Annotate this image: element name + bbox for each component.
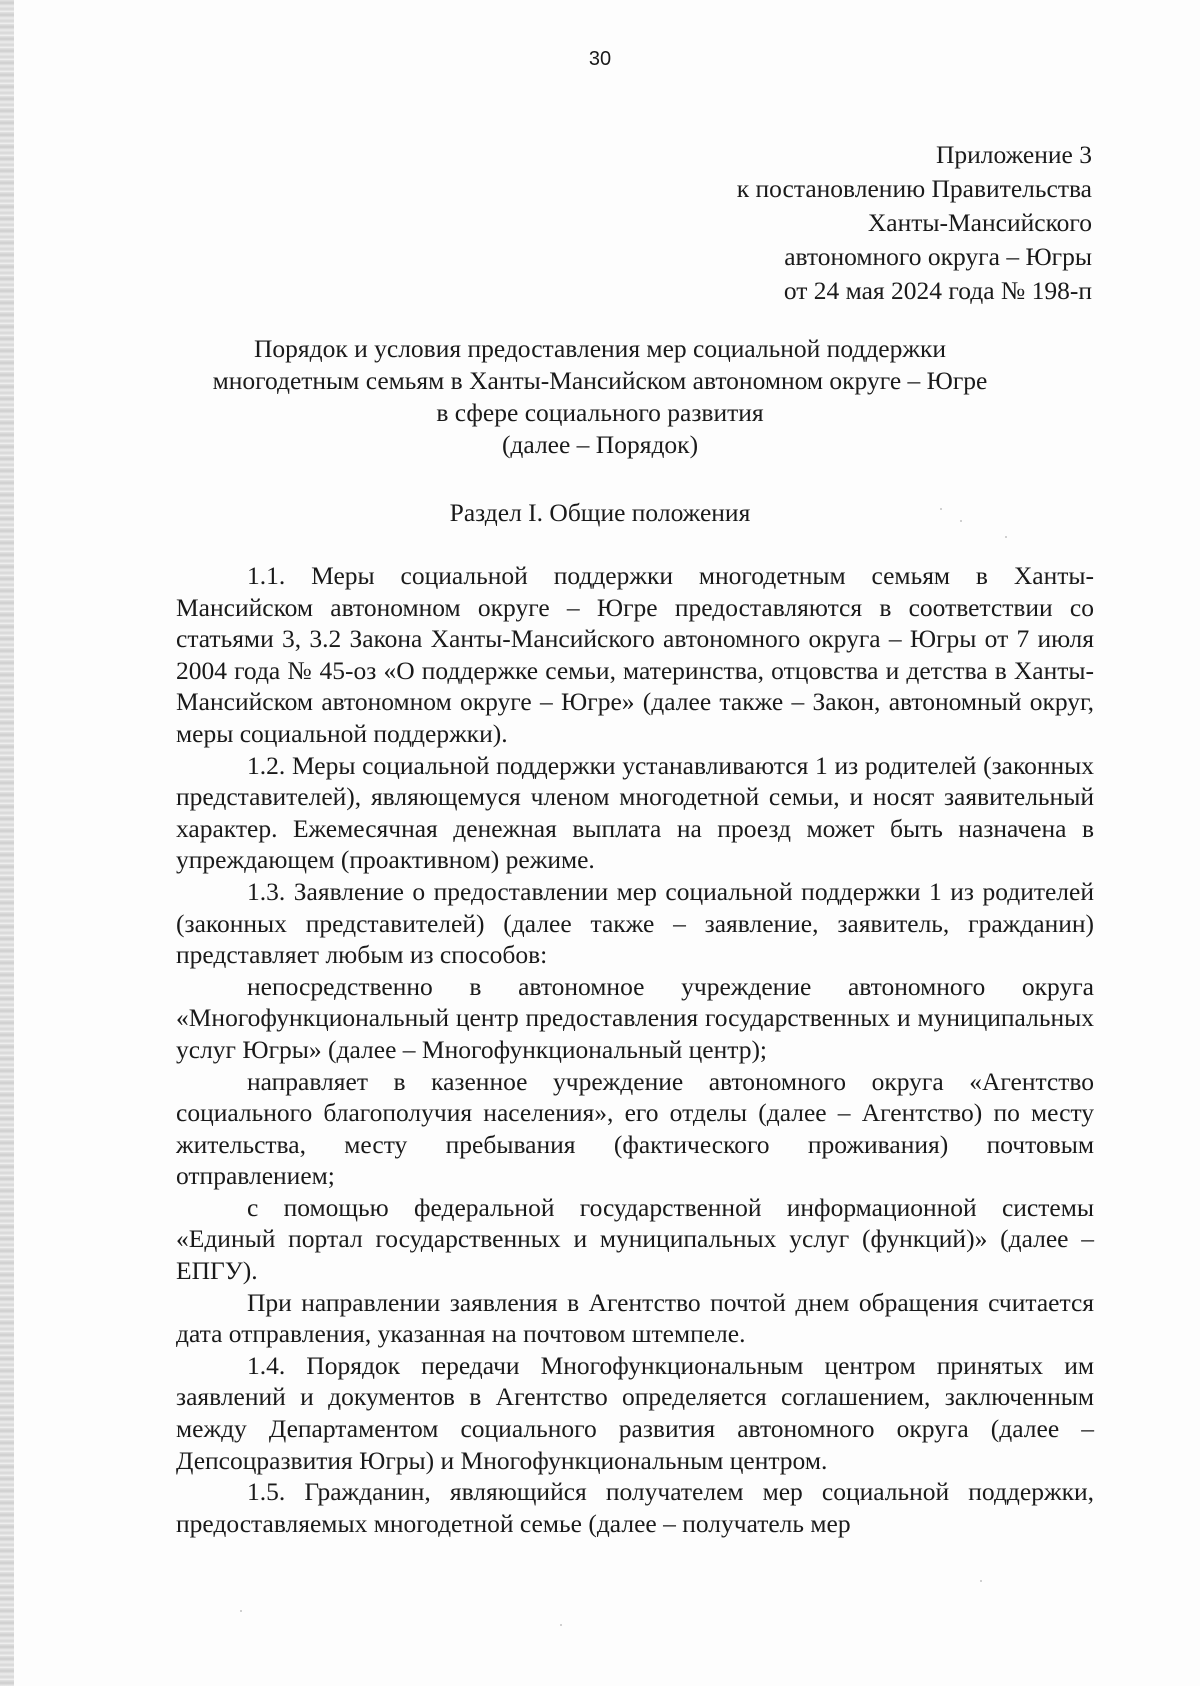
paragraph-1-4: 1.4. Порядок передачи Многофункциональным центром принятых им заявлений и документов в Агентство определяется соглашением, заключенным между Департаментом социального развития автономного округа (далее – Депсоцразвития Югры) и Многофункциональным центром. [176, 1350, 1094, 1475]
scan-speck [980, 1580, 982, 1582]
paragraph-1-1: 1.1. Меры социальной поддержки многодетным семьям в Ханты-Мансийском автономном округе – Югре предоставляются в соответствии со статьями 3, 3.2 Закона Ханты-Мансийского автономного округа – Югры от 7 июля 2004 года № 45-оз «О поддержке семьи, материнства, отцовства и детства в Ханты-Мансийском автономном округе – Югре» (далее также – Закон, автономный округ, меры социальной поддержки). [176, 561, 1094, 748]
appendix-line: от 24 мая 2024 года № 198-п [783, 276, 1092, 305]
paragraph-postal-date: При направлении заявления в Агентство почтой днем обращения считается дата отправления, указанная на почтовом штемпеле. [176, 1287, 1094, 1349]
paragraph-1-3: 1.3. Заявление о предоставлении мер социальной поддержки 1 из родителей (законных представителей) (далее также – заявление, заявитель, гражданин) представляет любым из способов: [176, 876, 1094, 970]
paragraph-method-mfc: непосредственно в автономное учреждение автономного округа «Многофункциональный центр предоставления государственных и муниципальных услуг Югры» (далее – Многофункциональный центр); [176, 971, 1094, 1064]
title-line: многодетным семьям в Ханты-Мансийском автономном округе – Югре [212, 366, 988, 395]
appendix-line: Ханты-Мансийского [867, 208, 1092, 237]
scan-speck [240, 1610, 242, 1612]
paragraph-method-mail: направляет в казенное учреждение автономного округа «Агентство социального благополучия населения», его отделы (далее – Агентство) по месту жительства, месту пребывания (фактического проживания) почтовым отправлением; [176, 1066, 1094, 1191]
appendix-block [737, 138, 1092, 308]
page-number: 30 [588, 48, 612, 70]
appendix-line: Приложение 3 [936, 140, 1092, 169]
title-line: Порядок и условия предоставления мер социальной поддержки [253, 334, 947, 363]
paragraph-method-epgu: с помощью федеральной государственной информационной системы «Единый портал государственных и муниципальных услуг (функций)» (далее – ЕПГУ). [176, 1192, 1094, 1286]
section-heading: Раздел I. Общие положения [449, 498, 751, 527]
scan-edge-shadow [0, 0, 14, 1686]
scan-speck [1005, 536, 1007, 538]
title-line: в сфере социального развития [436, 398, 764, 427]
scan-speck [560, 1624, 562, 1626]
paragraph-1-2: 1.2. Меры социальной поддержки устанавливаются 1 из родителей (законных представителей), являющемуся членом многодетной семьи, и носят заявительный характер. Ежемесячная денежная выплата на проезд может быть назначена в упреждающем (проактивном) режиме. [176, 750, 1094, 875]
title-line: (далее – Порядок) [501, 430, 699, 459]
scan-speck [960, 520, 962, 522]
scan-speck [940, 508, 942, 510]
body-text [176, 560, 1094, 1539]
appendix-line: к постановлению Правительства [736, 174, 1092, 203]
paragraph-1-5: 1.5. Гражданин, являющийся получателем мер социальной поддержки, предоставляемых многодетной семье (далее – получатель мер [176, 1477, 1094, 1538]
appendix-line: автономного округа – Югры [784, 242, 1092, 271]
document-title [100, 333, 1100, 461]
